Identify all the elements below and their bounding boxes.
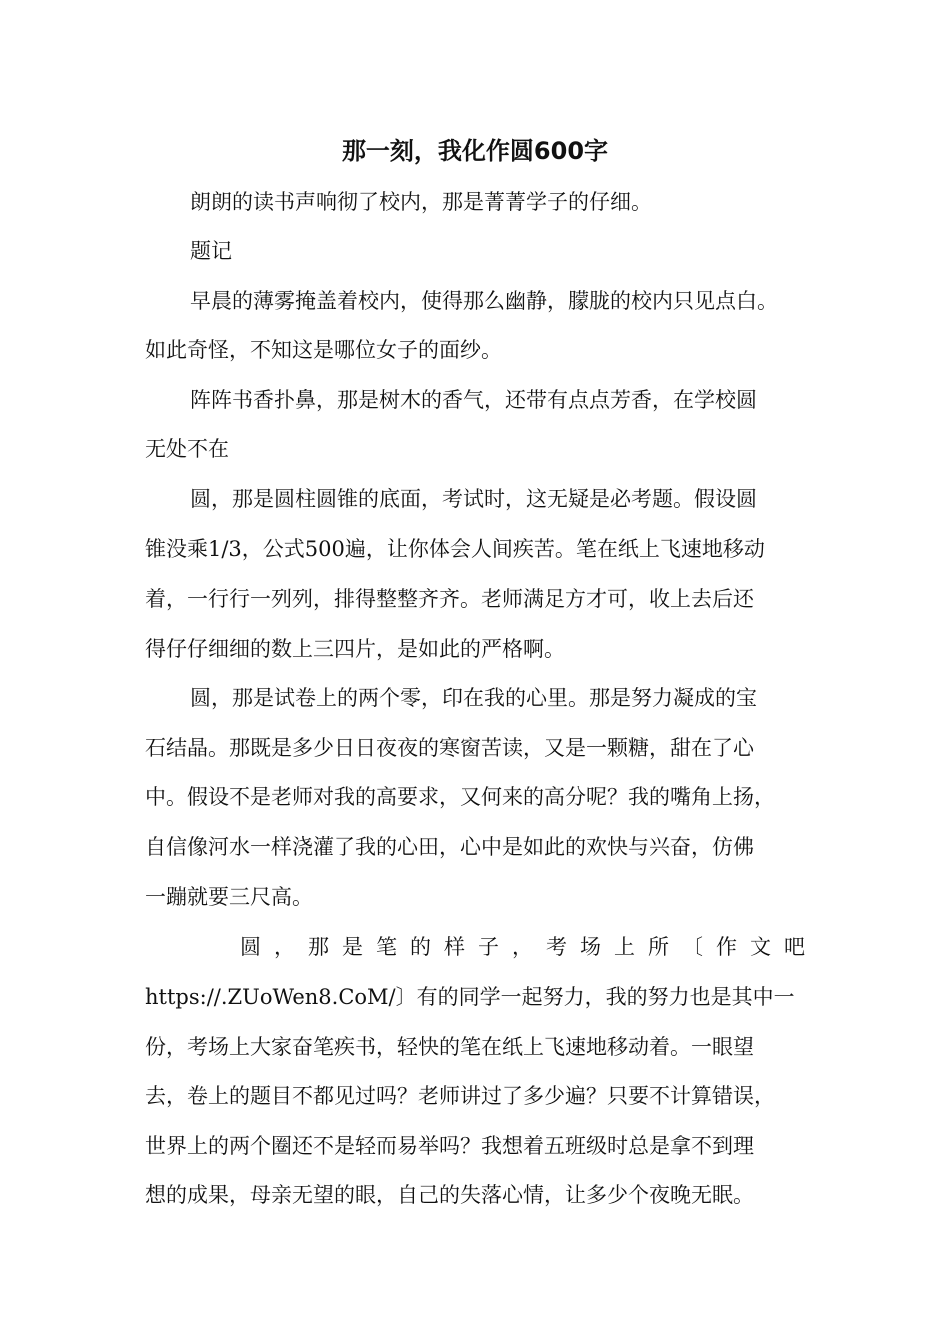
paragraph-line: 得仔仔细细的数上三四片，是如此的严格啊。 — [145, 637, 565, 661]
paragraph-line: 早晨的薄雾掩盖着校内，使得那么幽静，朦胧的校内只见点白。 — [190, 289, 778, 313]
paragraph-line: 圆，那是笔的样子，考场上所〔作文吧 — [240, 935, 805, 959]
paragraph-line: 份，考场上大家奋笔疾书，轻快的笔在纸上飞速地移动着。一眼望 — [145, 1035, 754, 1059]
paragraph-line: 自信像河水一样浇灌了我的心田，心中是如此的欢快与兴奋，仿佛 — [145, 835, 754, 859]
paragraph-line: 中。假设不是老师对我的高要求，又何来的高分呢？我的嘴角上扬， — [145, 785, 775, 809]
paragraph-line: 着，一行行一列列，排得整整齐齐。老师满足方才可，收上去后还 — [145, 587, 754, 611]
paragraph-line: 圆，那是试卷上的两个零，印在我的心里。那是努力凝成的宝 — [190, 686, 757, 710]
paragraph-line: 如此奇怪，不知这是哪位女子的面纱。 — [145, 338, 502, 362]
paragraph-line: 锥没乘1/3，公式500遍，让你体会人间疾苦。笔在纸上飞速地移动 — [145, 537, 765, 561]
paragraph-epigraph-note: 题记 — [190, 239, 232, 263]
paragraph-line: 去，卷上的题目不都见过吗？老师讲过了多少遍？只要不计算错误， — [145, 1084, 775, 1108]
paragraph-line: 想的成果，母亲无望的眼，自己的失落心情，让多少个夜晚无眠。 — [145, 1183, 754, 1207]
document-title: 那一刻，我化作圆600字 — [341, 137, 609, 165]
paragraph-line: 阵阵书香扑鼻，那是树木的香气，还带有点点芳香，在学校圆 — [190, 388, 757, 412]
paragraph-line: 圆，那是圆柱圆锥的底面，考试时，这无疑是必考题。假设圆 — [190, 487, 757, 511]
paragraph-line: https://.ZUoWen8.CoM/〕有的同学一起努力，我的努力也是其中一 — [145, 985, 795, 1009]
paragraph-line: 一蹦就要三尺高。 — [145, 885, 313, 909]
paragraph-line: 世界上的两个圈还不是轻而易举吗？我想着五班级时总是拿不到理 — [145, 1134, 754, 1158]
paragraph-line: 石结晶。那既是多少日日夜夜的寒窗苦读，又是一颗糖，甜在了心 — [145, 736, 754, 760]
paragraph-line: 无处不在 — [145, 437, 229, 461]
paragraph-epigraph: 朗朗的读书声响彻了校内，那是菁菁学子的仔细。 — [190, 190, 652, 214]
